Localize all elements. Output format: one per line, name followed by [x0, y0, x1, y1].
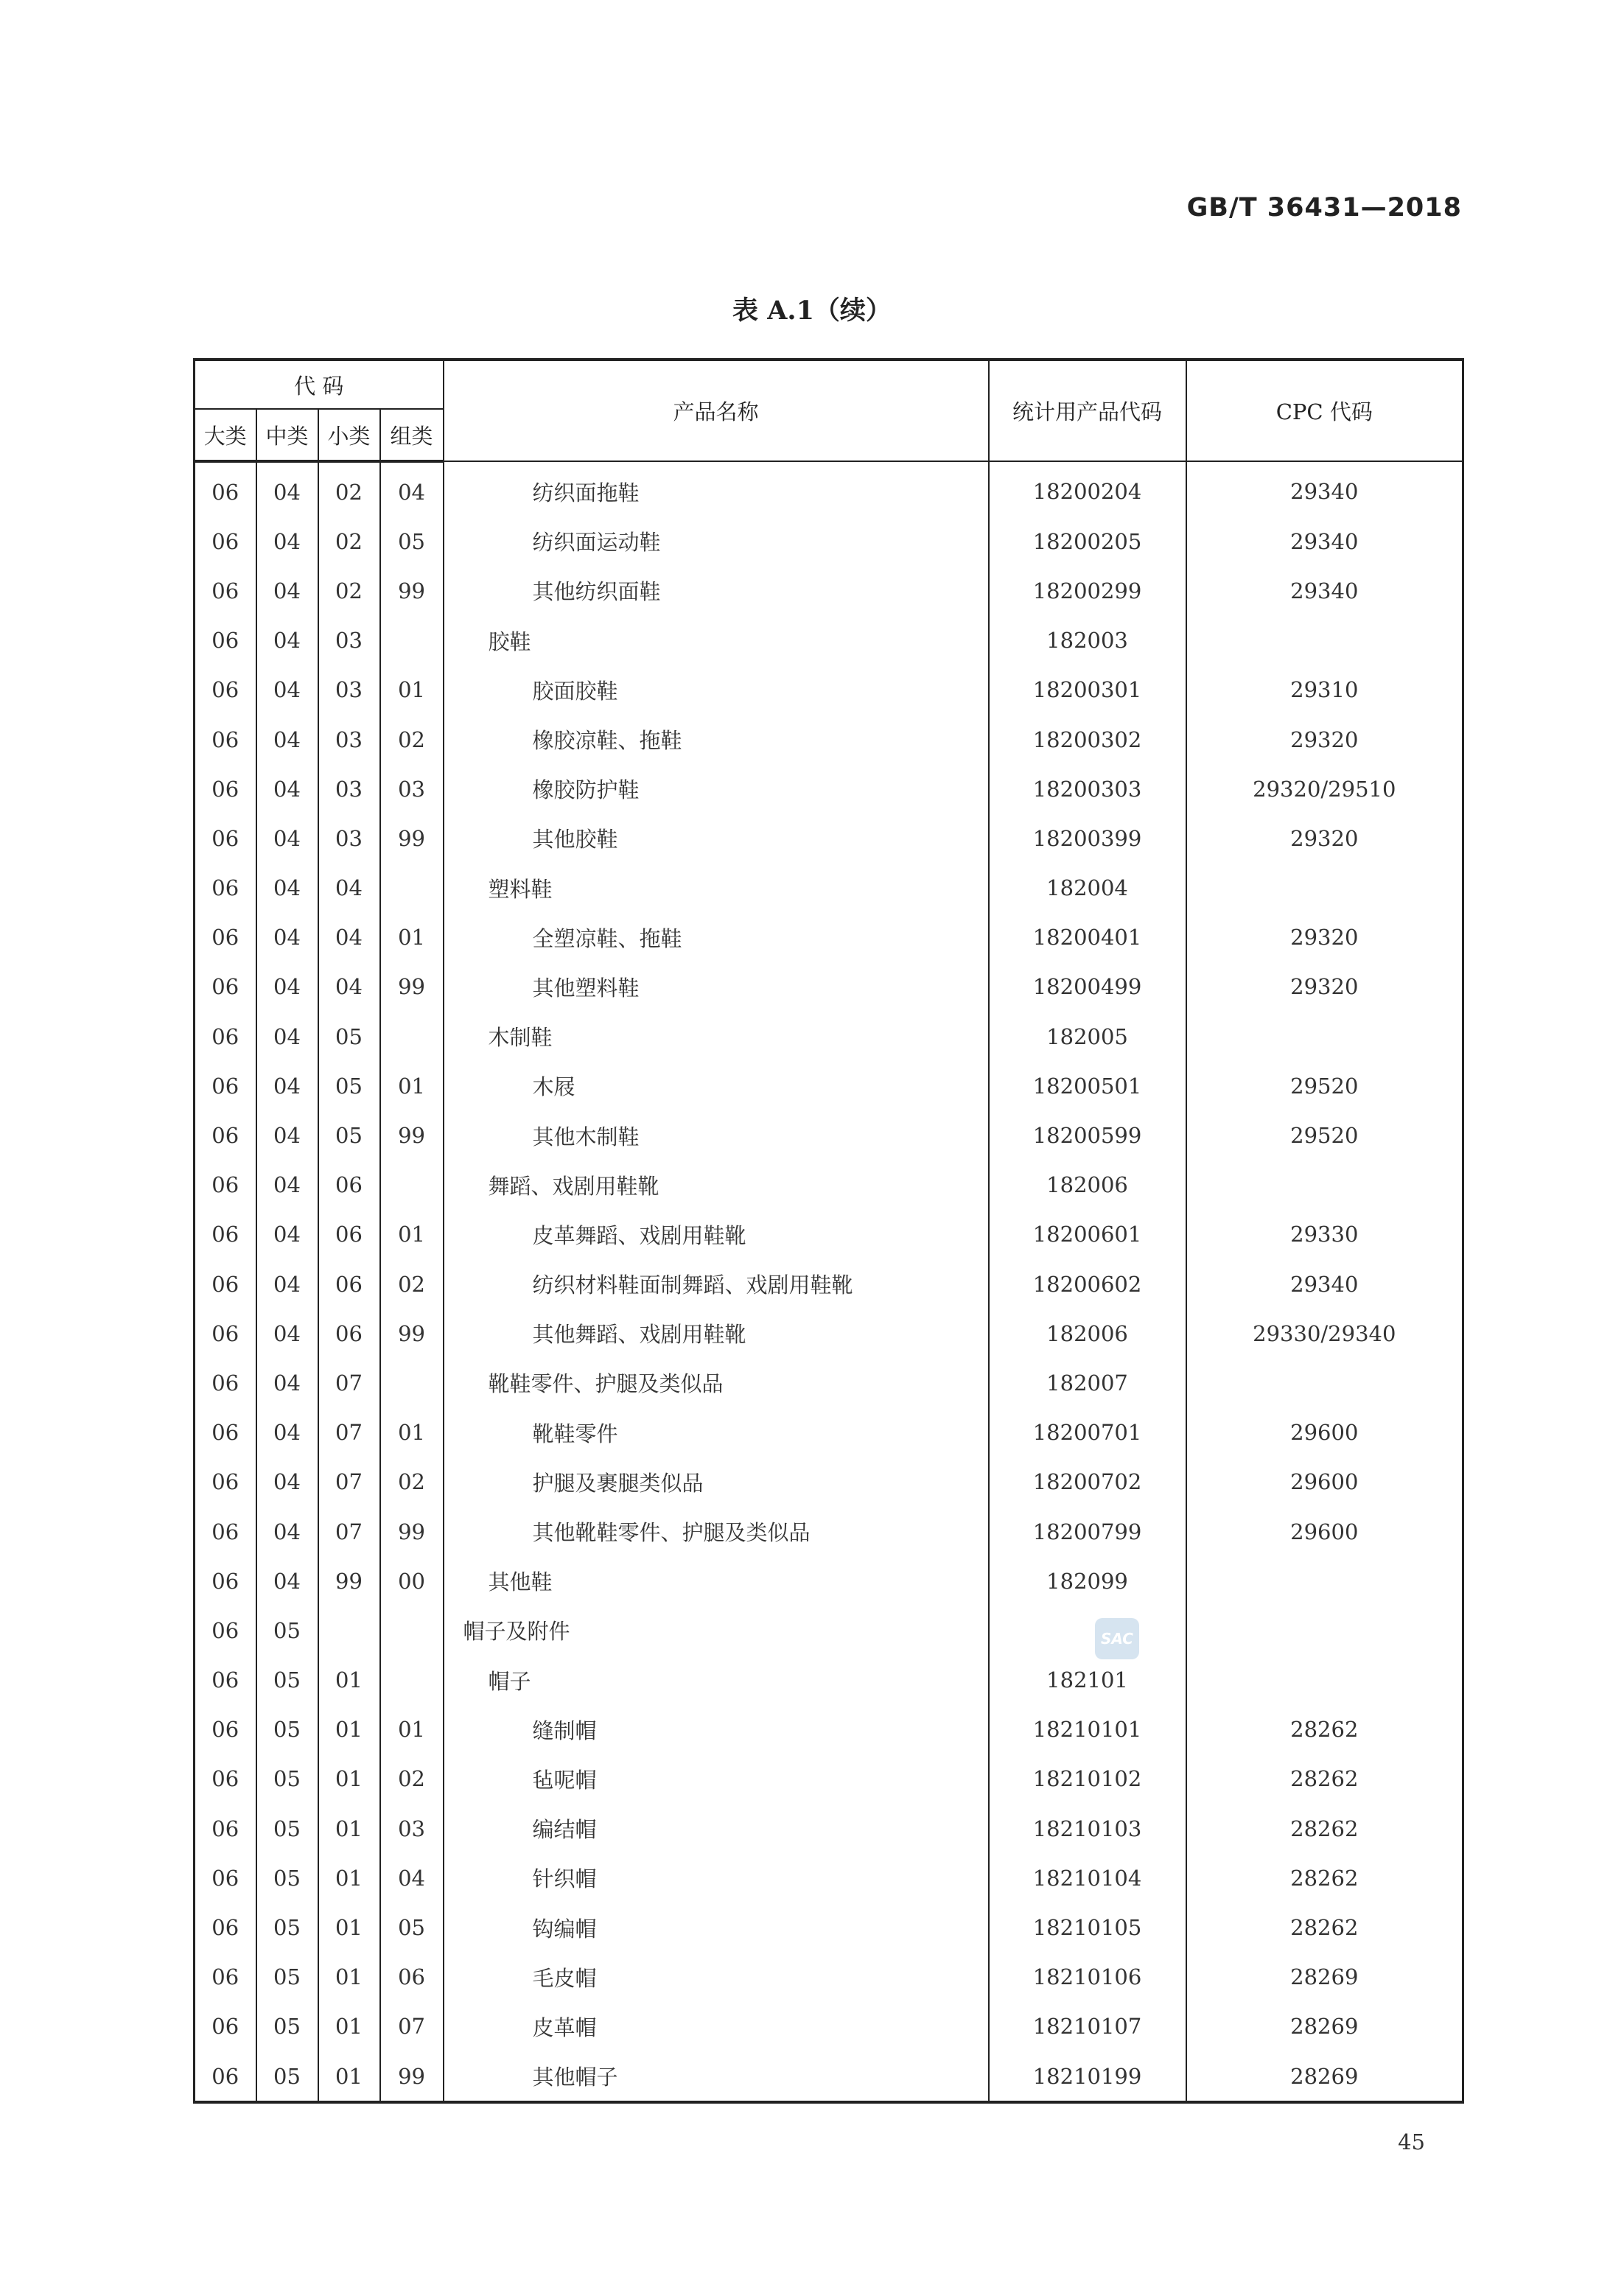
- middle-code-cell: 04: [256, 1309, 318, 1358]
- middle-code-cell: 04: [256, 764, 318, 813]
- middle-code-cell: 04: [256, 1259, 318, 1309]
- cpc-code-cell: 29320: [1186, 962, 1463, 1012]
- major-code-cell: 06: [195, 1556, 256, 1606]
- minor-code-cell: 03: [318, 813, 380, 863]
- minor-code-cell: [318, 1606, 380, 1655]
- stat-code-cell: 18200799: [989, 1507, 1186, 1556]
- table-row: [195, 1061, 1463, 1110]
- major-code-cell: 06: [195, 616, 256, 665]
- middle-code-cell: 04: [256, 1061, 318, 1110]
- minor-code-cell: 04: [318, 864, 380, 913]
- group-code-cell: 01: [380, 913, 444, 962]
- middle-code-cell: 05: [256, 1902, 318, 1952]
- stat-code-cell: 182006: [989, 1309, 1186, 1358]
- table-row: [195, 962, 1463, 1012]
- product-name-cell: 其他塑料鞋: [444, 962, 989, 1012]
- stat-code-cell: 18210199: [989, 2051, 1186, 2102]
- table-row: [195, 1110, 1463, 1160]
- table-row: [195, 1012, 1463, 1061]
- sac-watermark: SAC: [1095, 1618, 1139, 1659]
- middle-code-cell: 05: [256, 1606, 318, 1655]
- table-row: [195, 665, 1463, 715]
- table-body: [195, 461, 1463, 2102]
- group-code-cell: 04: [380, 461, 444, 517]
- stat-code-cell: 18210102: [989, 1754, 1186, 1804]
- minor-code-cell: 01: [318, 2002, 380, 2051]
- middle-code-cell: 04: [256, 517, 318, 566]
- minor-code-cell: 03: [318, 665, 380, 715]
- product-name-header: 产品名称: [444, 360, 989, 461]
- cpc-code-cell: [1186, 1160, 1463, 1210]
- minor-code-cell: 06: [318, 1259, 380, 1309]
- major-code-cell: 06: [195, 2051, 256, 2102]
- major-code-cell: 06: [195, 1853, 256, 1902]
- middle-code-cell: 05: [256, 1953, 318, 2002]
- cpc-code-cell: 29320: [1186, 913, 1463, 962]
- group-code-cell: 01: [380, 1210, 444, 1259]
- group-code-cell: 99: [380, 1507, 444, 1556]
- cpc-code-cell: 29600: [1186, 1507, 1463, 1556]
- minor-code-cell: 03: [318, 616, 380, 665]
- minor-code-cell: 99: [318, 1556, 380, 1606]
- group-code-cell: 99: [380, 2051, 444, 2102]
- product-name-cell: 帽子及附件: [444, 1606, 989, 1655]
- product-name-cell: 塑料鞋: [444, 864, 989, 913]
- product-name-cell: 皮革舞蹈、戏剧用鞋靴: [444, 1210, 989, 1259]
- stat-code-cell: 18200701: [989, 1408, 1186, 1457]
- stat-code-cell: 18200602: [989, 1259, 1186, 1309]
- minor-code-cell: 02: [318, 461, 380, 517]
- product-name-cell: 其他鞋: [444, 1556, 989, 1606]
- major-code-cell: 06: [195, 1160, 256, 1210]
- product-name-cell: 毡呢帽: [444, 1754, 989, 1804]
- minor-code-cell: 07: [318, 1457, 380, 1507]
- major-code-cell: 06: [195, 1804, 256, 1853]
- cpc-code-cell: 29310: [1186, 665, 1463, 715]
- product-name-cell: 胶面胶鞋: [444, 665, 989, 715]
- product-name-cell: 胶鞋: [444, 616, 989, 665]
- major-code-cell: 06: [195, 566, 256, 615]
- middle-code-cell: 05: [256, 1853, 318, 1902]
- middle-code-cell: 04: [256, 665, 318, 715]
- group-code-cell: 99: [380, 1110, 444, 1160]
- cpc-code-cell: [1186, 1656, 1463, 1705]
- minor-code-cell: 07: [318, 1358, 380, 1407]
- cpc-code-cell: [1186, 616, 1463, 665]
- product-name-cell: 护腿及裹腿类似品: [444, 1457, 989, 1507]
- middle-code-cell: 04: [256, 813, 318, 863]
- major-code-cell: 06: [195, 1902, 256, 1952]
- cpc-code-cell: [1186, 864, 1463, 913]
- major-code-cell: 06: [195, 1259, 256, 1309]
- major-code-cell: 06: [195, 1953, 256, 2002]
- major-code-cell: 06: [195, 1110, 256, 1160]
- table-row: [195, 1408, 1463, 1457]
- stat-code-cell: 18200601: [989, 1210, 1186, 1259]
- cpc-code-cell: 29520: [1186, 1061, 1463, 1110]
- cpc-code-cell: 28262: [1186, 1705, 1463, 1754]
- cpc-code-cell: 29340: [1186, 1259, 1463, 1309]
- middle-code-cell: 04: [256, 616, 318, 665]
- minor-code-cell: 01: [318, 1953, 380, 2002]
- stat-code-cell: 182004: [989, 864, 1186, 913]
- middle-code-cell: 04: [256, 1160, 318, 1210]
- table-row: [195, 1656, 1463, 1705]
- middle-code-cell: 04: [256, 1110, 318, 1160]
- product-name-cell: 木制鞋: [444, 1012, 989, 1061]
- group-code-cell: 02: [380, 1754, 444, 1804]
- product-name-cell: 纺织材料鞋面制舞蹈、戏剧用鞋靴: [444, 1259, 989, 1309]
- cpc-code-cell: 28269: [1186, 2002, 1463, 2051]
- minor-code-cell: 03: [318, 764, 380, 813]
- minor-code-cell: 06: [318, 1309, 380, 1358]
- table-row: [195, 616, 1463, 665]
- product-name-cell: 针织帽: [444, 1853, 989, 1902]
- table-row: [195, 2002, 1463, 2051]
- minor-code-cell: 01: [318, 2051, 380, 2102]
- stat-code-cell: 182005: [989, 1012, 1186, 1061]
- middle-code-cell: 04: [256, 1210, 318, 1259]
- middle-code-cell: 04: [256, 864, 318, 913]
- middle-code-cell: 05: [256, 2002, 318, 2051]
- minor-code-cell: 07: [318, 1408, 380, 1457]
- minor-code-cell: 07: [318, 1507, 380, 1556]
- major-code-cell: 06: [195, 1210, 256, 1259]
- table-row: [195, 1853, 1463, 1902]
- table-row: [195, 1457, 1463, 1507]
- group-code-cell: [380, 864, 444, 913]
- cpc-code-cell: 28269: [1186, 2051, 1463, 2102]
- group-class-header: 组类: [380, 409, 444, 461]
- table-row: [195, 1606, 1463, 1655]
- major-code-cell: 06: [195, 913, 256, 962]
- group-code-cell: 03: [380, 1804, 444, 1853]
- cpc-code-cell: [1186, 1012, 1463, 1061]
- stat-code-cell: 18210105: [989, 1902, 1186, 1952]
- major-code-cell: 06: [195, 864, 256, 913]
- cpc-code-cell: [1186, 1556, 1463, 1606]
- major-code-cell: 06: [195, 764, 256, 813]
- stat-code-cell: [989, 1606, 1186, 1655]
- cpc-code-cell: 29340: [1186, 566, 1463, 615]
- minor-code-cell: 06: [318, 1210, 380, 1259]
- middle-code-cell: 04: [256, 461, 318, 517]
- product-name-cell: 其他纺织面鞋: [444, 566, 989, 615]
- cpc-code-cell: 29320: [1186, 813, 1463, 863]
- stat-code-cell: 182003: [989, 616, 1186, 665]
- group-code-cell: 06: [380, 1953, 444, 2002]
- stat-code-cell: 18200301: [989, 665, 1186, 715]
- stat-code-cell: 18200204: [989, 461, 1186, 517]
- minor-code-cell: 02: [318, 517, 380, 566]
- group-code-cell: 02: [380, 1259, 444, 1309]
- minor-code-cell: 02: [318, 566, 380, 615]
- cpc-code-cell: 29520: [1186, 1110, 1463, 1160]
- cpc-code-cell: 28262: [1186, 1902, 1463, 1952]
- stat-code-cell: 18210106: [989, 1953, 1186, 2002]
- cpc-code-cell: 29340: [1186, 517, 1463, 566]
- minor-class-header: 小类: [318, 409, 380, 461]
- major-code-cell: 06: [195, 813, 256, 863]
- product-name-cell: 纺织面运动鞋: [444, 517, 989, 566]
- major-code-cell: 06: [195, 1705, 256, 1754]
- product-name-cell: 皮革帽: [444, 2002, 989, 2051]
- group-code-cell: 05: [380, 517, 444, 566]
- minor-code-cell: 04: [318, 913, 380, 962]
- minor-code-cell: 06: [318, 1160, 380, 1210]
- minor-code-cell: 05: [318, 1012, 380, 1061]
- group-code-cell: 99: [380, 962, 444, 1012]
- product-name-cell: 其他舞蹈、戏剧用鞋靴: [444, 1309, 989, 1358]
- cpc-code-cell: 29330/29340: [1186, 1309, 1463, 1358]
- table-title: 表 A.1（续）: [732, 295, 892, 326]
- table-row: [195, 764, 1463, 813]
- stat-code-cell: 18200599: [989, 1110, 1186, 1160]
- stat-code-cell: 182007: [989, 1358, 1186, 1407]
- minor-code-cell: 01: [318, 1754, 380, 1804]
- major-code-cell: 06: [195, 1656, 256, 1705]
- product-name-cell: 其他木制鞋: [444, 1110, 989, 1160]
- stat-code-header: 统计用产品代码: [989, 360, 1186, 461]
- stat-code-cell: 18200499: [989, 962, 1186, 1012]
- middle-code-cell: 04: [256, 1408, 318, 1457]
- cpc-code-cell: 29340: [1186, 461, 1463, 517]
- group-code-cell: 07: [380, 2002, 444, 2051]
- table-row: [195, 1358, 1463, 1407]
- major-code-cell: 06: [195, 2002, 256, 2051]
- stat-code-cell: 18200401: [989, 913, 1186, 962]
- table-row: [195, 1902, 1463, 1952]
- cpc-code-cell: 29330: [1186, 1210, 1463, 1259]
- minor-code-cell: 05: [318, 1110, 380, 1160]
- product-name-cell: 编结帽: [444, 1804, 989, 1853]
- stat-code-cell: 18200399: [989, 813, 1186, 863]
- product-name-cell: 橡胶凉鞋、拖鞋: [444, 715, 989, 764]
- group-code-cell: [380, 1160, 444, 1210]
- middle-code-cell: 05: [256, 1705, 318, 1754]
- product-name-cell: 全塑凉鞋、拖鞋: [444, 913, 989, 962]
- table-row: [195, 2051, 1463, 2102]
- major-code-cell: 06: [195, 962, 256, 1012]
- classification-table: [193, 358, 1464, 2104]
- table-row: [195, 864, 1463, 913]
- table-row: [195, 715, 1463, 764]
- stat-code-cell: 18210103: [989, 1804, 1186, 1853]
- minor-code-cell: 01: [318, 1902, 380, 1952]
- cpc-code-cell: [1186, 1358, 1463, 1407]
- stat-code-cell: 182006: [989, 1160, 1186, 1210]
- major-code-cell: 06: [195, 1408, 256, 1457]
- group-code-cell: [380, 1606, 444, 1655]
- table-row: [195, 1804, 1463, 1853]
- minor-code-cell: 01: [318, 1853, 380, 1902]
- code-group-header: 代 码: [195, 360, 444, 409]
- group-code-cell: 99: [380, 1309, 444, 1358]
- table-row: [195, 813, 1463, 863]
- product-name-cell: 其他靴鞋零件、护腿及类似品: [444, 1507, 989, 1556]
- cpc-code-cell: 28262: [1186, 1853, 1463, 1902]
- minor-code-cell: 01: [318, 1705, 380, 1754]
- major-code-cell: 06: [195, 715, 256, 764]
- cpc-code-cell: 29600: [1186, 1457, 1463, 1507]
- page-number: 45: [1398, 2129, 1425, 2154]
- middle-code-cell: 04: [256, 1457, 318, 1507]
- product-name-cell: 靴鞋零件、护腿及类似品: [444, 1358, 989, 1407]
- middle-code-cell: 04: [256, 962, 318, 1012]
- group-code-cell: 03: [380, 764, 444, 813]
- stat-code-cell: 18200299: [989, 566, 1186, 615]
- group-code-cell: 01: [380, 1061, 444, 1110]
- stat-code-cell: 18210107: [989, 2002, 1186, 2051]
- cpc-code-header: CPC 代码: [1186, 360, 1463, 461]
- cpc-code-cell: 29320: [1186, 715, 1463, 764]
- group-code-cell: 01: [380, 1408, 444, 1457]
- product-name-cell: 其他帽子: [444, 2051, 989, 2102]
- product-name-cell: 钩编帽: [444, 1902, 989, 1952]
- product-name-cell: 靴鞋零件: [444, 1408, 989, 1457]
- table-row: [195, 517, 1463, 566]
- group-code-cell: [380, 1012, 444, 1061]
- major-code-cell: 06: [195, 1507, 256, 1556]
- product-name-cell: 其他胶鞋: [444, 813, 989, 863]
- major-code-cell: 06: [195, 461, 256, 517]
- product-name-cell: 毛皮帽: [444, 1953, 989, 2002]
- major-code-cell: 06: [195, 1012, 256, 1061]
- stat-code-cell: 182099: [989, 1556, 1186, 1606]
- minor-code-cell: 01: [318, 1804, 380, 1853]
- minor-code-cell: 04: [318, 962, 380, 1012]
- middle-code-cell: 05: [256, 1656, 318, 1705]
- header-row-1: [195, 360, 1463, 409]
- cpc-code-cell: [1186, 1606, 1463, 1655]
- table-row: [195, 1507, 1463, 1556]
- table-row: [195, 1259, 1463, 1309]
- middle-code-cell: 05: [256, 2051, 318, 2102]
- group-code-cell: 01: [380, 665, 444, 715]
- group-code-cell: 01: [380, 1705, 444, 1754]
- major-code-cell: 06: [195, 665, 256, 715]
- table-row: [195, 461, 1463, 517]
- major-code-cell: 06: [195, 1061, 256, 1110]
- standard-number: GB/T 36431—2018: [1186, 193, 1462, 223]
- major-code-cell: 06: [195, 517, 256, 566]
- group-code-cell: 02: [380, 715, 444, 764]
- stat-code-cell: 18200303: [989, 764, 1186, 813]
- cpc-code-cell: 28262: [1186, 1754, 1463, 1804]
- middle-code-cell: 04: [256, 566, 318, 615]
- middle-code-cell: 04: [256, 1012, 318, 1061]
- middle-code-cell: 05: [256, 1754, 318, 1804]
- middle-code-cell: 04: [256, 1556, 318, 1606]
- table-row: [195, 913, 1463, 962]
- stat-code-cell: 18210101: [989, 1705, 1186, 1754]
- group-code-cell: 04: [380, 1853, 444, 1902]
- major-code-cell: 06: [195, 1358, 256, 1407]
- stat-code-cell: 18200501: [989, 1061, 1186, 1110]
- stat-code-cell: 18200205: [989, 517, 1186, 566]
- table-row: [195, 1210, 1463, 1259]
- stat-code-cell: 18200302: [989, 715, 1186, 764]
- table-row: [195, 1705, 1463, 1754]
- table-row: [195, 1556, 1463, 1606]
- group-code-cell: 05: [380, 1902, 444, 1952]
- group-code-cell: [380, 1656, 444, 1705]
- table-row: [195, 1754, 1463, 1804]
- product-name-cell: 缝制帽: [444, 1705, 989, 1754]
- product-name-cell: 舞蹈、戏剧用鞋靴: [444, 1160, 989, 1210]
- middle-code-cell: 04: [256, 1358, 318, 1407]
- group-code-cell: [380, 1358, 444, 1407]
- group-code-cell: 99: [380, 813, 444, 863]
- group-code-cell: 99: [380, 566, 444, 615]
- table-row: [195, 1953, 1463, 2002]
- minor-code-cell: 03: [318, 715, 380, 764]
- major-code-cell: 06: [195, 1754, 256, 1804]
- minor-code-cell: 05: [318, 1061, 380, 1110]
- minor-code-cell: 01: [318, 1656, 380, 1705]
- group-code-cell: [380, 616, 444, 665]
- major-code-cell: 06: [195, 1457, 256, 1507]
- product-name-cell: 橡胶防护鞋: [444, 764, 989, 813]
- group-code-cell: 02: [380, 1457, 444, 1507]
- stat-code-cell: 18210104: [989, 1853, 1186, 1902]
- major-code-cell: 06: [195, 1309, 256, 1358]
- table-row: [195, 1309, 1463, 1358]
- cpc-code-cell: 29320/29510: [1186, 764, 1463, 813]
- major-class-header: 大类: [195, 409, 256, 461]
- middle-class-header: 中类: [256, 409, 318, 461]
- major-code-cell: 06: [195, 1606, 256, 1655]
- cpc-code-cell: 28262: [1186, 1804, 1463, 1853]
- stat-code-cell: 182101: [989, 1656, 1186, 1705]
- table-row: [195, 566, 1463, 615]
- group-code-cell: 00: [380, 1556, 444, 1606]
- product-name-cell: 纺织面拖鞋: [444, 461, 989, 517]
- table-row: [195, 1160, 1463, 1210]
- middle-code-cell: 04: [256, 1507, 318, 1556]
- product-name-cell: 帽子: [444, 1656, 989, 1705]
- product-name-cell: 木屐: [444, 1061, 989, 1110]
- stat-code-cell: 18200702: [989, 1457, 1186, 1507]
- middle-code-cell: 04: [256, 715, 318, 764]
- cpc-code-cell: 29600: [1186, 1408, 1463, 1457]
- middle-code-cell: 05: [256, 1804, 318, 1853]
- cpc-code-cell: 28269: [1186, 1953, 1463, 2002]
- middle-code-cell: 04: [256, 913, 318, 962]
